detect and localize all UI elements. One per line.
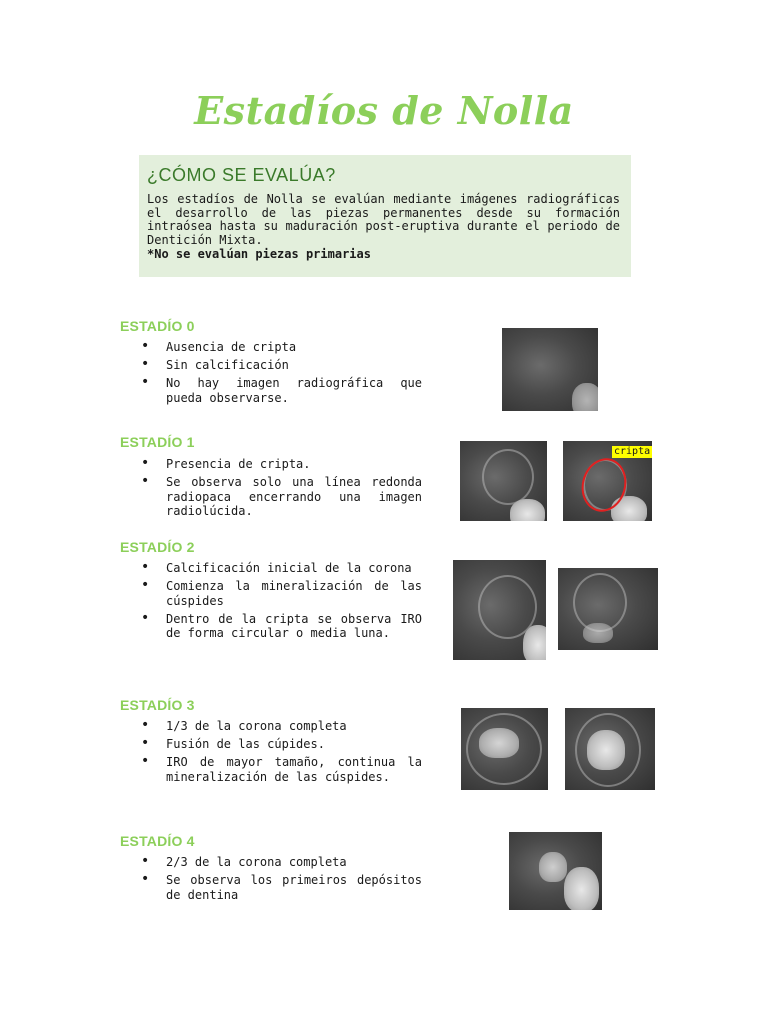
list-item: • Se observa solo una línea redonda radiopaca encerrando una imagen radiolúcida. xyxy=(139,475,422,519)
xray-stage-1a xyxy=(460,441,547,521)
list-item: • Comienza la mineralización de las cúspides xyxy=(139,579,422,608)
list-item: • 2/3 de la corona completa xyxy=(139,855,422,870)
list-item: • Dentro de la cripta se observa IRO de forma circular o media luna. xyxy=(139,612,422,641)
xray-stage-3b xyxy=(565,708,655,790)
list-item: • IRO de mayor tamaño, continua la mineralización de las cúspides. xyxy=(139,755,422,784)
stage-4-title: ESTADÍO 4 xyxy=(120,833,195,849)
stage-3-list xyxy=(139,719,422,788)
list-item: • 1/3 de la corona completa xyxy=(139,719,422,734)
list-item: • Se observa los primeiros depósitos de dentina xyxy=(139,873,422,902)
stage-3-title: ESTADÍO 3 xyxy=(120,697,195,713)
intro-heading: ¿CÓMO SE EVALÚA? xyxy=(147,165,336,185)
list-item: • Presencia de cripta. xyxy=(139,457,422,472)
list-item: • Fusión de las cúpides. xyxy=(139,737,422,752)
stage-2-title: ESTADÍO 2 xyxy=(120,539,195,555)
stage-2-list xyxy=(139,561,422,644)
xray-stage-0 xyxy=(502,328,598,411)
stage-1-list xyxy=(139,457,422,522)
list-item: • Sin calcificación xyxy=(139,358,422,373)
xray-stage-2b xyxy=(558,568,658,650)
intro-text: Los estadíos de Nolla se evalúan mediante imágenes radiográficas el desarrollo de las piezas permanentes desde su formación intraósea hasta su maduración post-eruptiva durante el periodo de Dentición Mixta. xyxy=(147,192,620,247)
xray-stage-3a xyxy=(461,708,548,790)
xray-stage-4 xyxy=(509,832,602,910)
intro-box xyxy=(139,155,631,277)
stage-0-list xyxy=(139,340,422,409)
stage-1-title: ESTADÍO 1 xyxy=(120,434,195,450)
intro-note: *No se evalúan piezas primarias xyxy=(147,247,371,261)
list-item: • Calcificación inicial de la corona xyxy=(139,561,422,576)
page-title: Estadíos de Nolla xyxy=(194,88,574,133)
xray-stage-2a xyxy=(453,560,546,660)
list-item: • Ausencia de cripta xyxy=(139,340,422,355)
list-item: • No hay imagen radiográfica que pueda observarse. xyxy=(139,376,422,405)
stage-4-list xyxy=(139,855,422,906)
cripta-label: cripta xyxy=(614,446,651,457)
stage-0-title: ESTADÍO 0 xyxy=(120,318,195,334)
